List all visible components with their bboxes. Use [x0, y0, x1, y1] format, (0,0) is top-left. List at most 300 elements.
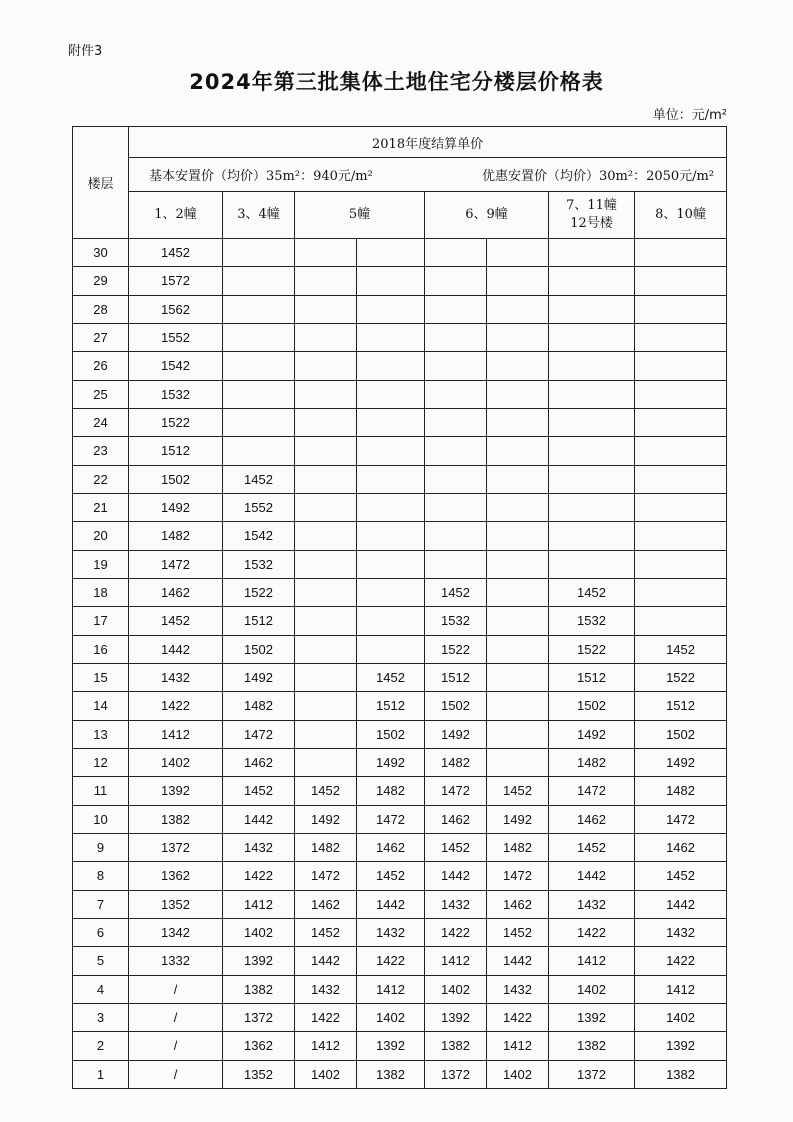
price-cell: [487, 323, 549, 351]
price-cell: 1362: [223, 1032, 295, 1060]
price-cell: [549, 352, 635, 380]
price-cell: 1382: [357, 1060, 425, 1088]
table-row: [73, 380, 727, 408]
price-cell: [223, 408, 295, 436]
price-cell: [223, 267, 295, 295]
price-cell: 1442: [223, 805, 295, 833]
price-cell: 1442: [425, 862, 487, 890]
building-header-line: 12号楼: [570, 216, 613, 231]
price-cell: 1452: [295, 777, 357, 805]
price-cell: [487, 550, 549, 578]
price-cell: [425, 437, 487, 465]
price-cell: 1532: [223, 550, 295, 578]
price-cell: [487, 578, 549, 606]
price-cell: 1402: [425, 975, 487, 1003]
price-cell: [295, 748, 357, 776]
price-cell: 1362: [129, 862, 223, 890]
price-cell: 1462: [425, 805, 487, 833]
price-table-body: [73, 239, 727, 1089]
price-cell: [635, 352, 727, 380]
price-cell: [635, 380, 727, 408]
table-row: [73, 522, 727, 550]
price-cell: 1382: [635, 1060, 727, 1088]
table-row: [73, 323, 727, 351]
price-cell: 1542: [129, 352, 223, 380]
table-row: [73, 692, 727, 720]
price-cell: 1492: [487, 805, 549, 833]
price-cell: [357, 493, 425, 521]
price-cell: [487, 380, 549, 408]
price-cell: 1352: [129, 890, 223, 918]
price-cell: [635, 437, 727, 465]
price-cell: [549, 550, 635, 578]
table-row: [73, 465, 727, 493]
price-cell: 1372: [223, 1003, 295, 1031]
table-row: [73, 1060, 727, 1088]
price-cell: 1462: [635, 833, 727, 861]
table-row: [73, 947, 727, 975]
price-cell: 1402: [357, 1003, 425, 1031]
price-cell: 1432: [223, 833, 295, 861]
price-cell: 1462: [129, 578, 223, 606]
price-cell: 1532: [549, 607, 635, 635]
price-cell: 1382: [549, 1032, 635, 1060]
price-cell: 1512: [129, 437, 223, 465]
price-cell: 1422: [549, 918, 635, 946]
price-cell: [487, 408, 549, 436]
price-cell: 1492: [635, 748, 727, 776]
price-cell: 1462: [549, 805, 635, 833]
price-cell: [487, 748, 549, 776]
price-cell: 1442: [357, 890, 425, 918]
price-cell: [487, 607, 549, 635]
price-cell: 1382: [223, 975, 295, 1003]
price-cell: [425, 239, 487, 267]
table-row: [73, 748, 727, 776]
price-cell: 1482: [129, 522, 223, 550]
price-cell: [425, 408, 487, 436]
price-cell: [487, 635, 549, 663]
price-cell: [635, 607, 727, 635]
price-cell: 1452: [635, 862, 727, 890]
price-cell: 1442: [487, 947, 549, 975]
table-row: [73, 295, 727, 323]
price-cell: [635, 550, 727, 578]
price-cell: [425, 493, 487, 521]
price-cell: [357, 635, 425, 663]
floor-cell: 23: [73, 437, 129, 465]
price-cell: /: [129, 1032, 223, 1060]
price-cell: /: [129, 1060, 223, 1088]
price-cell: [223, 323, 295, 351]
price-cell: [295, 267, 357, 295]
price-cell: 1402: [487, 1060, 549, 1088]
table-row: [73, 720, 727, 748]
price-cell: [425, 522, 487, 550]
price-cell: [295, 352, 357, 380]
price-cell: 1452: [635, 635, 727, 663]
price-cell: 1512: [223, 607, 295, 635]
price-cell: [549, 239, 635, 267]
price-cell: 1482: [295, 833, 357, 861]
price-cell: [549, 323, 635, 351]
price-cell: 1502: [635, 720, 727, 748]
price-basis-header: [129, 158, 727, 192]
table-row: [73, 862, 727, 890]
floor-cell: 29: [73, 267, 129, 295]
price-cell: 1432: [129, 663, 223, 691]
price-cell: 1462: [295, 890, 357, 918]
table-row: [73, 408, 727, 436]
price-cell: 1532: [425, 607, 487, 635]
price-cell: [295, 692, 357, 720]
price-cell: 1412: [425, 947, 487, 975]
price-cell: [425, 295, 487, 323]
table-row: [73, 918, 727, 946]
price-cell: 1472: [223, 720, 295, 748]
price-cell: [295, 437, 357, 465]
price-cell: 1452: [357, 862, 425, 890]
page-title: 2024年第三批集体土地住宅分楼层价格表: [189, 70, 604, 94]
table-row: [73, 239, 727, 267]
price-cell: [357, 550, 425, 578]
price-cell: 1472: [487, 862, 549, 890]
price-cell: 1392: [357, 1032, 425, 1060]
price-cell: 1412: [295, 1032, 357, 1060]
price-cell: 1472: [549, 777, 635, 805]
price-cell: 1472: [129, 550, 223, 578]
floor-cell: 2: [73, 1032, 129, 1060]
price-cell: 1412: [635, 975, 727, 1003]
price-cell: 1502: [223, 635, 295, 663]
price-cell: 1452: [295, 918, 357, 946]
table-row: [73, 975, 727, 1003]
price-cell: 1452: [129, 239, 223, 267]
price-cell: [357, 607, 425, 635]
price-cell: 1462: [487, 890, 549, 918]
price-cell: [295, 607, 357, 635]
price-cell: [295, 295, 357, 323]
price-cell: [635, 465, 727, 493]
floor-cell: 28: [73, 295, 129, 323]
price-cell: [357, 267, 425, 295]
price-cell: 1452: [425, 578, 487, 606]
settlement-header: 2018年度结算单价: [129, 127, 727, 158]
table-row: [73, 777, 727, 805]
building-header: 8、10幢: [635, 192, 727, 239]
price-cell: 1402: [549, 975, 635, 1003]
price-cell: 1452: [487, 918, 549, 946]
price-cell: 1492: [357, 748, 425, 776]
floor-cell: 30: [73, 239, 129, 267]
price-cell: [487, 352, 549, 380]
price-cell: [487, 663, 549, 691]
price-cell: [425, 465, 487, 493]
price-cell: [635, 267, 727, 295]
price-cell: [425, 267, 487, 295]
price-cell: 1422: [223, 862, 295, 890]
price-cell: 1482: [487, 833, 549, 861]
price-cell: [549, 522, 635, 550]
price-cell: [295, 522, 357, 550]
table-row: [73, 1032, 727, 1060]
floor-header: 楼层: [73, 127, 129, 239]
building-header: 5幢: [295, 192, 425, 239]
price-cell: 1372: [425, 1060, 487, 1088]
price-cell: 1402: [635, 1003, 727, 1031]
price-cell: 1482: [425, 748, 487, 776]
preferential-price-text: 优惠安置价（均价）30m²：2050元/m²: [482, 169, 715, 184]
basic-price-text: 基本安置价（均价）35m²：940元/m²: [149, 169, 373, 184]
price-cell: 1512: [635, 692, 727, 720]
building-header: 1、2幢: [129, 192, 223, 239]
table-row: [73, 607, 727, 635]
price-cell: 1392: [549, 1003, 635, 1031]
floor-cell: 11: [73, 777, 129, 805]
price-cell: [357, 239, 425, 267]
price-cell: 1492: [223, 663, 295, 691]
floor-cell: 21: [73, 493, 129, 521]
price-cell: [425, 550, 487, 578]
price-cell: 1512: [549, 663, 635, 691]
price-cell: [295, 493, 357, 521]
price-cell: 1402: [295, 1060, 357, 1088]
price-cell: 1432: [357, 918, 425, 946]
price-cell: [295, 380, 357, 408]
price-cell: [357, 323, 425, 351]
price-cell: 1512: [357, 692, 425, 720]
floor-cell: 9: [73, 833, 129, 861]
price-cell: 1432: [487, 975, 549, 1003]
price-cell: 1412: [129, 720, 223, 748]
price-cell: 1522: [129, 408, 223, 436]
price-cell: 1432: [635, 918, 727, 946]
price-cell: 1452: [487, 777, 549, 805]
floor-cell: 17: [73, 607, 129, 635]
price-cell: [295, 323, 357, 351]
price-cell: 1482: [549, 748, 635, 776]
price-cell: 1502: [357, 720, 425, 748]
price-cell: 1392: [425, 1003, 487, 1031]
price-cell: [295, 663, 357, 691]
price-cell: [549, 380, 635, 408]
price-cell: [549, 437, 635, 465]
table-row: [73, 805, 727, 833]
floor-cell: 19: [73, 550, 129, 578]
floor-cell: 25: [73, 380, 129, 408]
table-row: [73, 635, 727, 663]
price-cell: 1482: [635, 777, 727, 805]
unit-label: 单位：元/m²: [652, 108, 727, 123]
price-cell: 1412: [223, 890, 295, 918]
price-cell: [295, 408, 357, 436]
price-cell: [295, 578, 357, 606]
price-cell: 1442: [295, 947, 357, 975]
price-cell: 1402: [223, 918, 295, 946]
price-cell: 1452: [129, 607, 223, 635]
price-cell: 1392: [223, 947, 295, 975]
floor-cell: 24: [73, 408, 129, 436]
price-cell: 1492: [549, 720, 635, 748]
table-row: [73, 437, 727, 465]
price-cell: 1422: [357, 947, 425, 975]
floor-cell: 16: [73, 635, 129, 663]
price-cell: 1372: [129, 833, 223, 861]
building-header: [549, 192, 635, 239]
table-row: [73, 493, 727, 521]
price-cell: 1422: [295, 1003, 357, 1031]
price-cell: [357, 437, 425, 465]
price-cell: [549, 267, 635, 295]
price-cell: 1452: [425, 833, 487, 861]
table-row: [73, 663, 727, 691]
table-row: [73, 267, 727, 295]
price-cell: 1402: [129, 748, 223, 776]
price-cell: 1442: [635, 890, 727, 918]
price-cell: 1332: [129, 947, 223, 975]
floor-cell: 18: [73, 578, 129, 606]
price-cell: 1412: [357, 975, 425, 1003]
price-cell: 1452: [549, 833, 635, 861]
price-cell: [357, 408, 425, 436]
floor-cell: 3: [73, 1003, 129, 1031]
price-cell: 1482: [223, 692, 295, 720]
table-row: [73, 352, 727, 380]
price-cell: 1542: [223, 522, 295, 550]
price-cell: [223, 295, 295, 323]
floor-cell: 6: [73, 918, 129, 946]
price-cell: 1342: [129, 918, 223, 946]
price-cell: [357, 295, 425, 323]
building-header: 3、4幢: [223, 192, 295, 239]
price-cell: [425, 352, 487, 380]
price-cell: 1572: [129, 267, 223, 295]
floor-cell: 4: [73, 975, 129, 1003]
price-cell: 1462: [357, 833, 425, 861]
price-cell: 1372: [549, 1060, 635, 1088]
price-cell: 1562: [129, 295, 223, 323]
price-cell: [295, 239, 357, 267]
floor-cell: 5: [73, 947, 129, 975]
price-cell: 1452: [549, 578, 635, 606]
price-cell: 1382: [425, 1032, 487, 1060]
price-cell: 1432: [425, 890, 487, 918]
price-cell: [549, 408, 635, 436]
floor-cell: 12: [73, 748, 129, 776]
price-cell: [295, 635, 357, 663]
price-cell: 1502: [425, 692, 487, 720]
floor-cell: 10: [73, 805, 129, 833]
price-cell: 1492: [129, 493, 223, 521]
price-cell: [295, 550, 357, 578]
price-cell: [223, 239, 295, 267]
table-row: [73, 550, 727, 578]
price-cell: [549, 493, 635, 521]
price-cell: /: [129, 975, 223, 1003]
price-cell: 1452: [357, 663, 425, 691]
price-cell: [487, 522, 549, 550]
price-cell: 1472: [295, 862, 357, 890]
price-cell: [487, 493, 549, 521]
price-cell: [223, 380, 295, 408]
price-cell: 1432: [549, 890, 635, 918]
price-cell: 1392: [129, 777, 223, 805]
price-cell: 1522: [549, 635, 635, 663]
price-cell: 1472: [425, 777, 487, 805]
price-cell: [357, 465, 425, 493]
table-row: [73, 1003, 727, 1031]
floor-cell: 7: [73, 890, 129, 918]
floor-cell: 15: [73, 663, 129, 691]
building-header-line: 7、11幢: [566, 198, 617, 213]
price-cell: [635, 295, 727, 323]
price-cell: [425, 323, 487, 351]
price-cell: [357, 380, 425, 408]
floor-cell: 14: [73, 692, 129, 720]
price-cell: [487, 295, 549, 323]
attachment-label: 附件3: [68, 44, 103, 59]
price-cell: 1482: [357, 777, 425, 805]
price-cell: [549, 295, 635, 323]
price-cell: 1412: [549, 947, 635, 975]
floor-cell: 27: [73, 323, 129, 351]
price-cell: 1452: [223, 465, 295, 493]
price-cell: [295, 465, 357, 493]
price-cell: 1422: [487, 1003, 549, 1031]
floor-cell: 22: [73, 465, 129, 493]
price-cell: [487, 267, 549, 295]
price-cell: 1522: [223, 578, 295, 606]
floor-cell: 13: [73, 720, 129, 748]
price-cell: 1522: [425, 635, 487, 663]
floor-cell: 8: [73, 862, 129, 890]
price-cell: [295, 720, 357, 748]
price-cell: 1382: [129, 805, 223, 833]
price-cell: 1392: [635, 1032, 727, 1060]
price-cell: 1472: [635, 805, 727, 833]
price-cell: 1422: [425, 918, 487, 946]
price-cell: /: [129, 1003, 223, 1031]
price-cell: [635, 522, 727, 550]
price-cell: [635, 493, 727, 521]
price-cell: 1502: [549, 692, 635, 720]
price-cell: [487, 692, 549, 720]
price-cell: 1442: [549, 862, 635, 890]
price-cell: 1492: [425, 720, 487, 748]
price-cell: [549, 465, 635, 493]
price-cell: 1432: [295, 975, 357, 1003]
price-cell: [635, 323, 727, 351]
price-cell: [357, 522, 425, 550]
price-cell: [425, 380, 487, 408]
price-cell: [635, 239, 727, 267]
price-cell: [223, 437, 295, 465]
price-cell: 1452: [223, 777, 295, 805]
price-cell: 1352: [223, 1060, 295, 1088]
price-cell: 1502: [129, 465, 223, 493]
table-row: [73, 833, 727, 861]
price-cell: 1532: [129, 380, 223, 408]
price-table: [72, 126, 727, 1089]
price-cell: 1552: [129, 323, 223, 351]
price-cell: 1522: [635, 663, 727, 691]
price-cell: 1412: [487, 1032, 549, 1060]
price-cell: 1422: [129, 692, 223, 720]
price-cell: [635, 408, 727, 436]
floor-cell: 26: [73, 352, 129, 380]
price-cell: 1462: [223, 748, 295, 776]
price-cell: [487, 720, 549, 748]
